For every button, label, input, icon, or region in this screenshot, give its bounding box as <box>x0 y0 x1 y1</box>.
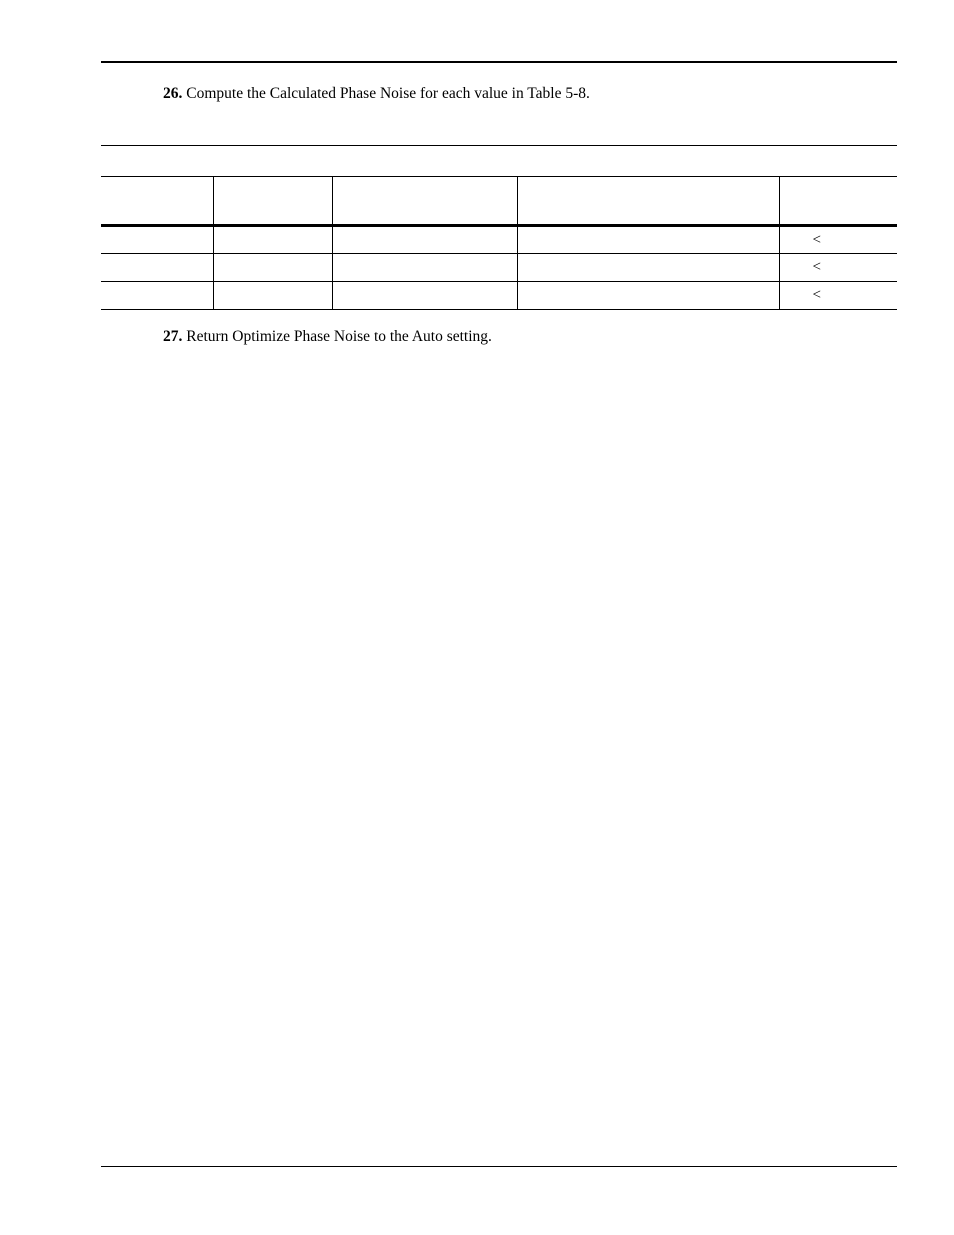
table-cell-limit: < <box>779 282 897 310</box>
table-cell-limit: < <box>779 226 897 254</box>
step-number: 27. <box>163 328 183 345</box>
table-cell <box>213 226 332 254</box>
table-row <box>101 254 897 282</box>
step-text: Return Optimize Phase Noise to the Auto setting. <box>186 328 492 345</box>
table-header-cell <box>332 177 517 226</box>
table-header-cell <box>779 177 897 226</box>
step-number: 26. <box>163 85 183 102</box>
table-cell <box>332 226 517 254</box>
table-cell <box>213 282 332 310</box>
step-26 <box>163 85 590 103</box>
table-cell-limit: < <box>779 254 897 282</box>
table-title-rule <box>101 145 897 146</box>
table-cell <box>101 226 213 254</box>
footer-rule <box>101 1166 897 1167</box>
table-cell <box>101 282 213 310</box>
step-27 <box>163 328 492 346</box>
step-text: Compute the Calculated Phase Noise for each value in Table 5-8. <box>186 85 590 102</box>
table-row <box>101 282 897 310</box>
table-cell <box>101 254 213 282</box>
table-cell <box>332 282 517 310</box>
table-header-cell <box>213 177 332 226</box>
table-cell <box>517 254 779 282</box>
table-header-cell <box>101 177 213 226</box>
table-cell <box>332 254 517 282</box>
table-cell <box>517 226 779 254</box>
table-header-row <box>101 177 897 226</box>
table-header-cell <box>517 177 779 226</box>
phase-noise-table <box>101 176 897 310</box>
table-cell <box>213 254 332 282</box>
table-cell <box>517 282 779 310</box>
header-rule <box>101 61 897 63</box>
table-row <box>101 226 897 254</box>
